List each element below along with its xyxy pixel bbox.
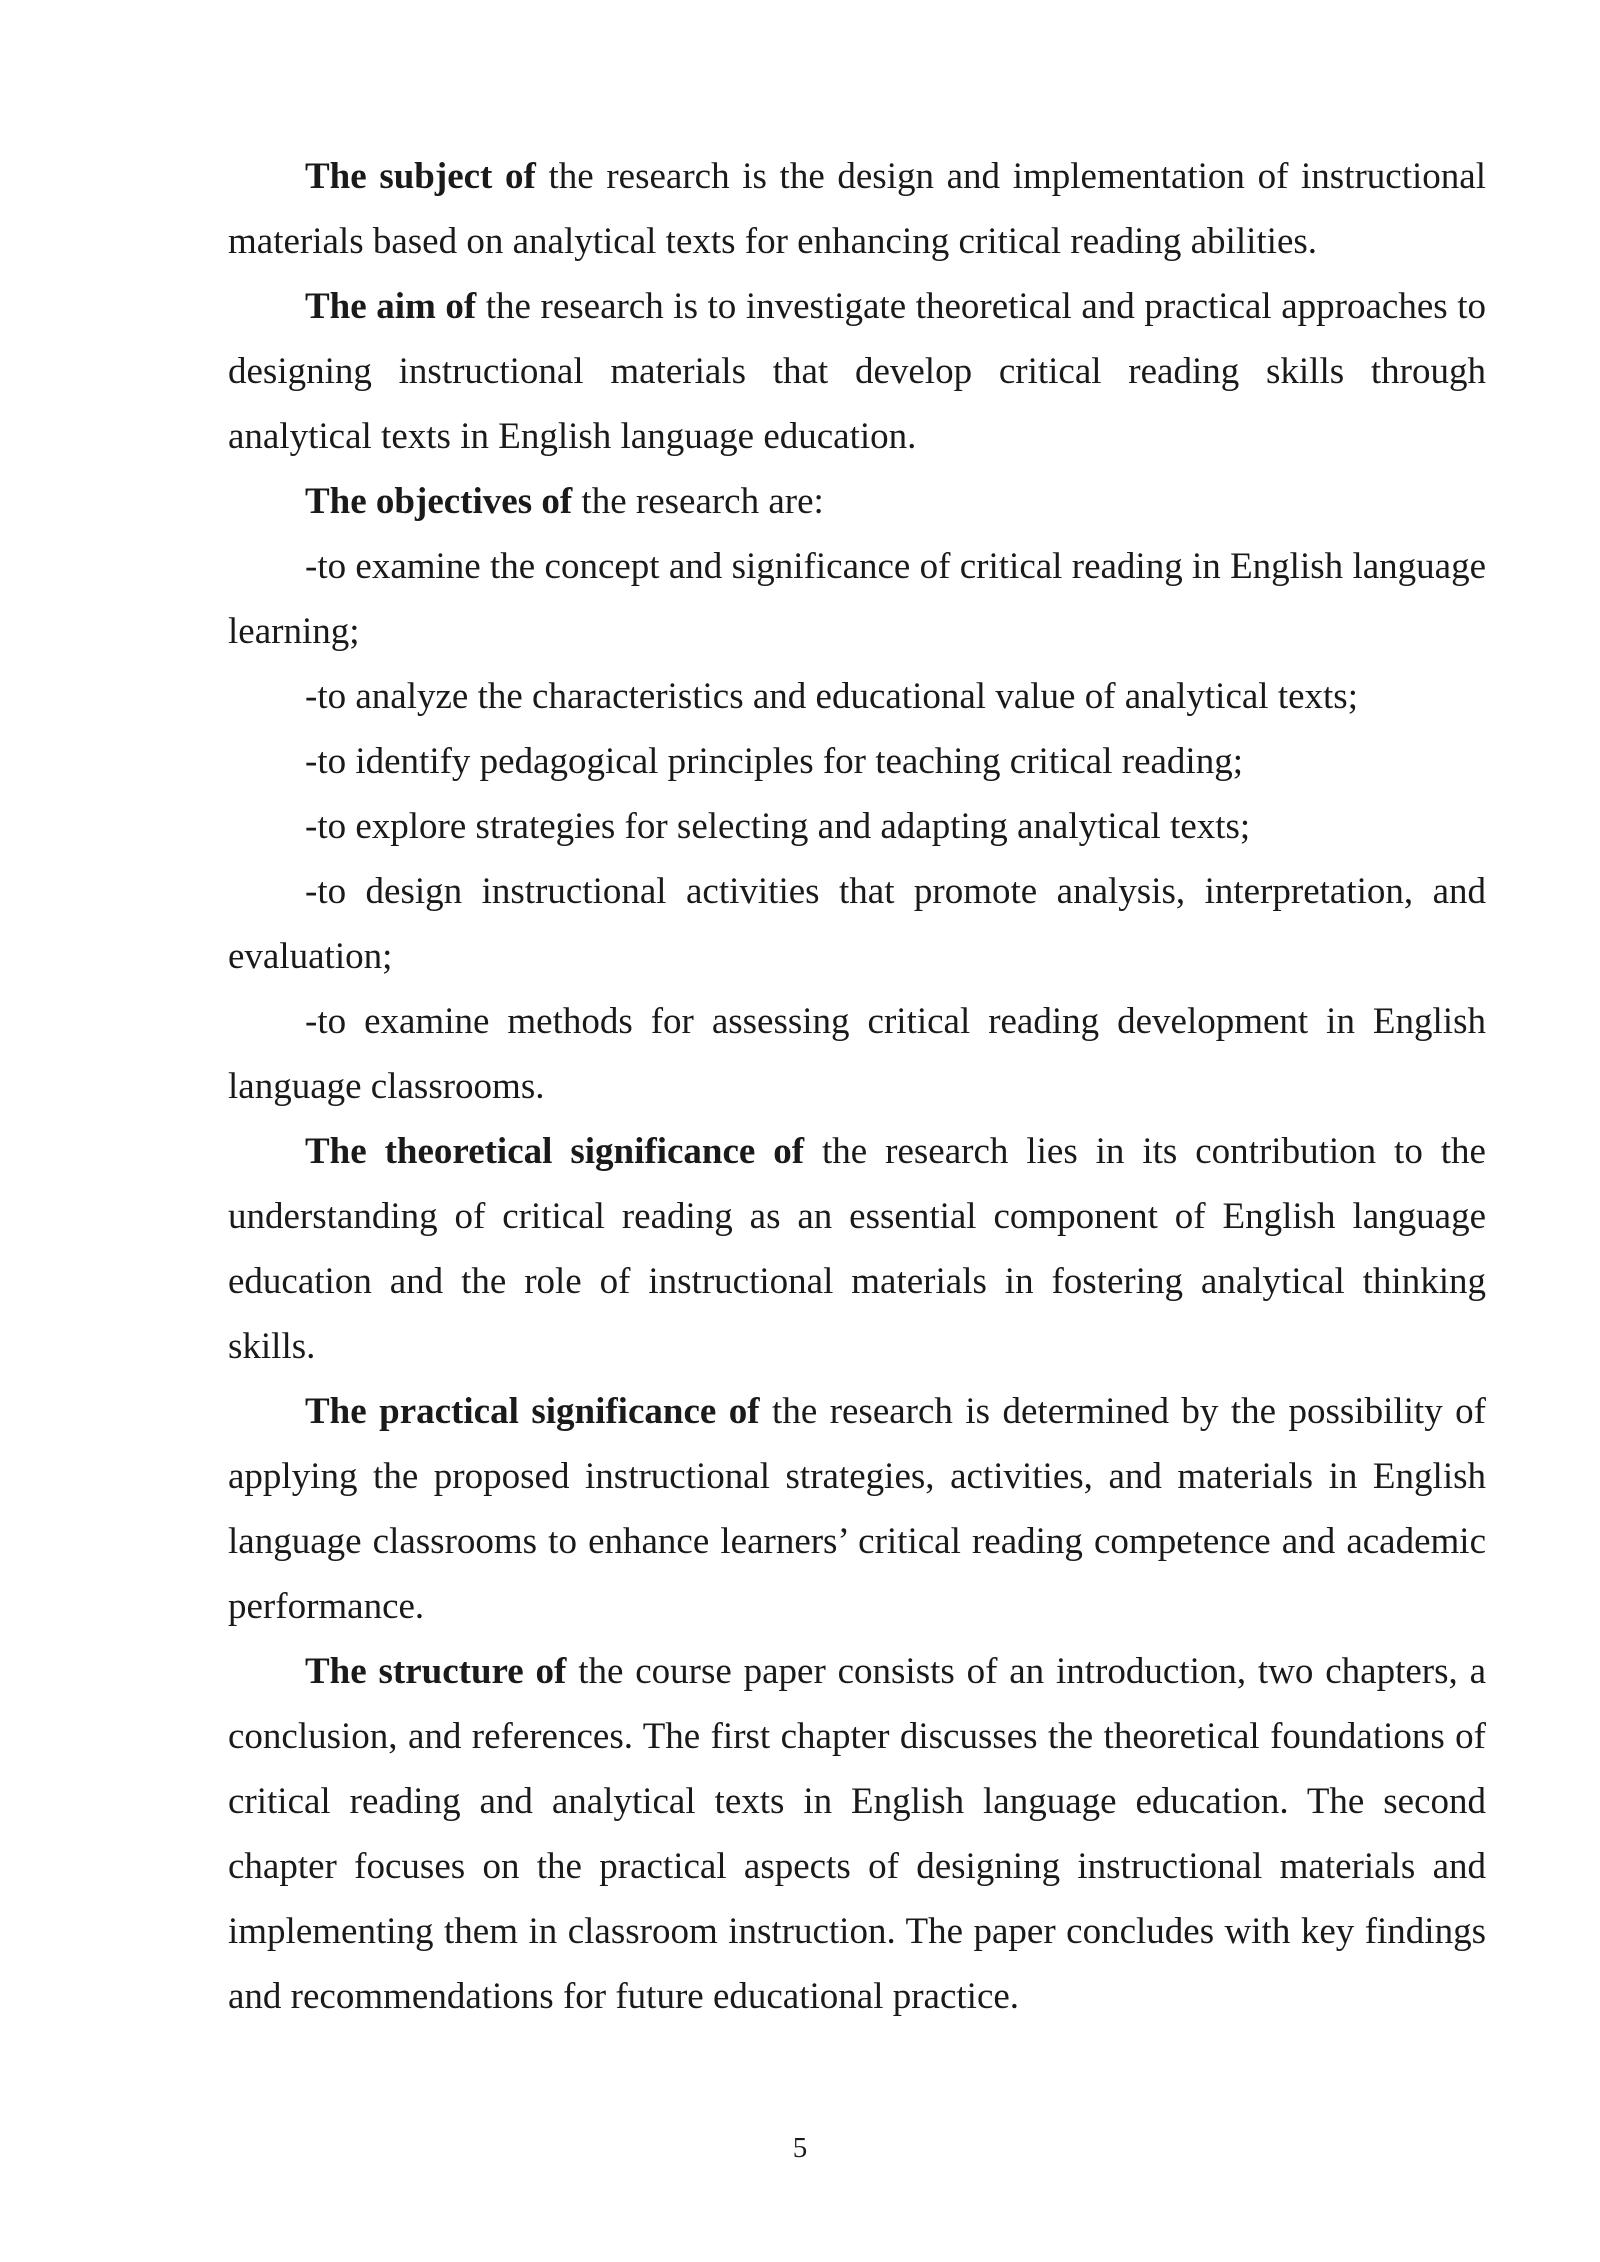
theoretical-significance-lead: The theoretical significance of xyxy=(305,1131,805,1172)
structure-paragraph xyxy=(228,1639,1486,2029)
practical-significance-lead: The practical significance of xyxy=(305,1391,760,1432)
objective-item: -to examine methods for assessing critical reading development in English language classrooms. xyxy=(228,1001,1486,1107)
page-body xyxy=(228,144,1486,2029)
subject-paragraph xyxy=(228,144,1486,274)
objective-item: -to explore strategies for selecting and adapting analytical texts; xyxy=(305,806,1251,847)
subject-lead: The subject of xyxy=(305,156,536,197)
objective-item: -to identify pedagogical principles for teaching critical reading; xyxy=(305,741,1243,782)
structure-lead: The structure of xyxy=(305,1651,567,1692)
theoretical-significance-paragraph xyxy=(228,1119,1486,1379)
subject-text: the research is the design and implementation of instructional materials based on analytical texts for enhancing critical reading abilities. xyxy=(228,156,1486,262)
objectives-text: the research are: xyxy=(572,481,824,522)
practical-significance-paragraph xyxy=(228,1379,1486,1639)
objective-item: -to design instructional activities that promote analysis, interpretation, and evaluation; xyxy=(228,871,1486,977)
practical-significance-text: the research is determined by the possibility of applying the proposed instructional strategies, activities, and materials in English language classrooms to enhance learners’ critical reading competence and academic performance. xyxy=(228,1391,1486,1627)
structure-text: the course paper consists of an introduction, two chapters, a conclusion, and references. The first chapter discusses the theoretical foundations of critical reading and analytical texts in English language education. The second chapter focuses on the practical aspects of designing instructional materials and implementing them in classroom instruction. The paper concludes with key findings and recommendations for future educational practice. xyxy=(228,1651,1486,2017)
objectives-lead: The objectives of xyxy=(305,481,573,522)
objectives-paragraph xyxy=(228,469,1486,534)
objective-item: -to analyze the characteristics and educational value of analytical texts; xyxy=(305,676,1358,717)
aim-paragraph xyxy=(228,274,1486,469)
theoretical-significance-text: the research lies in its contribution to the understanding of critical reading as an essential component of English language education and the role of instructional materials in fostering analytical thinking skills. xyxy=(228,1131,1486,1367)
aim-text: the research is to investigate theoretical and practical approaches to designing instructional materials that develop critical reading skills through analytical texts in English language education. xyxy=(228,286,1486,457)
page-number: 5 xyxy=(792,2132,808,2164)
objective-item: -to examine the concept and significance of critical reading in English language learning; xyxy=(228,546,1486,652)
aim-lead: The aim of xyxy=(305,286,477,327)
